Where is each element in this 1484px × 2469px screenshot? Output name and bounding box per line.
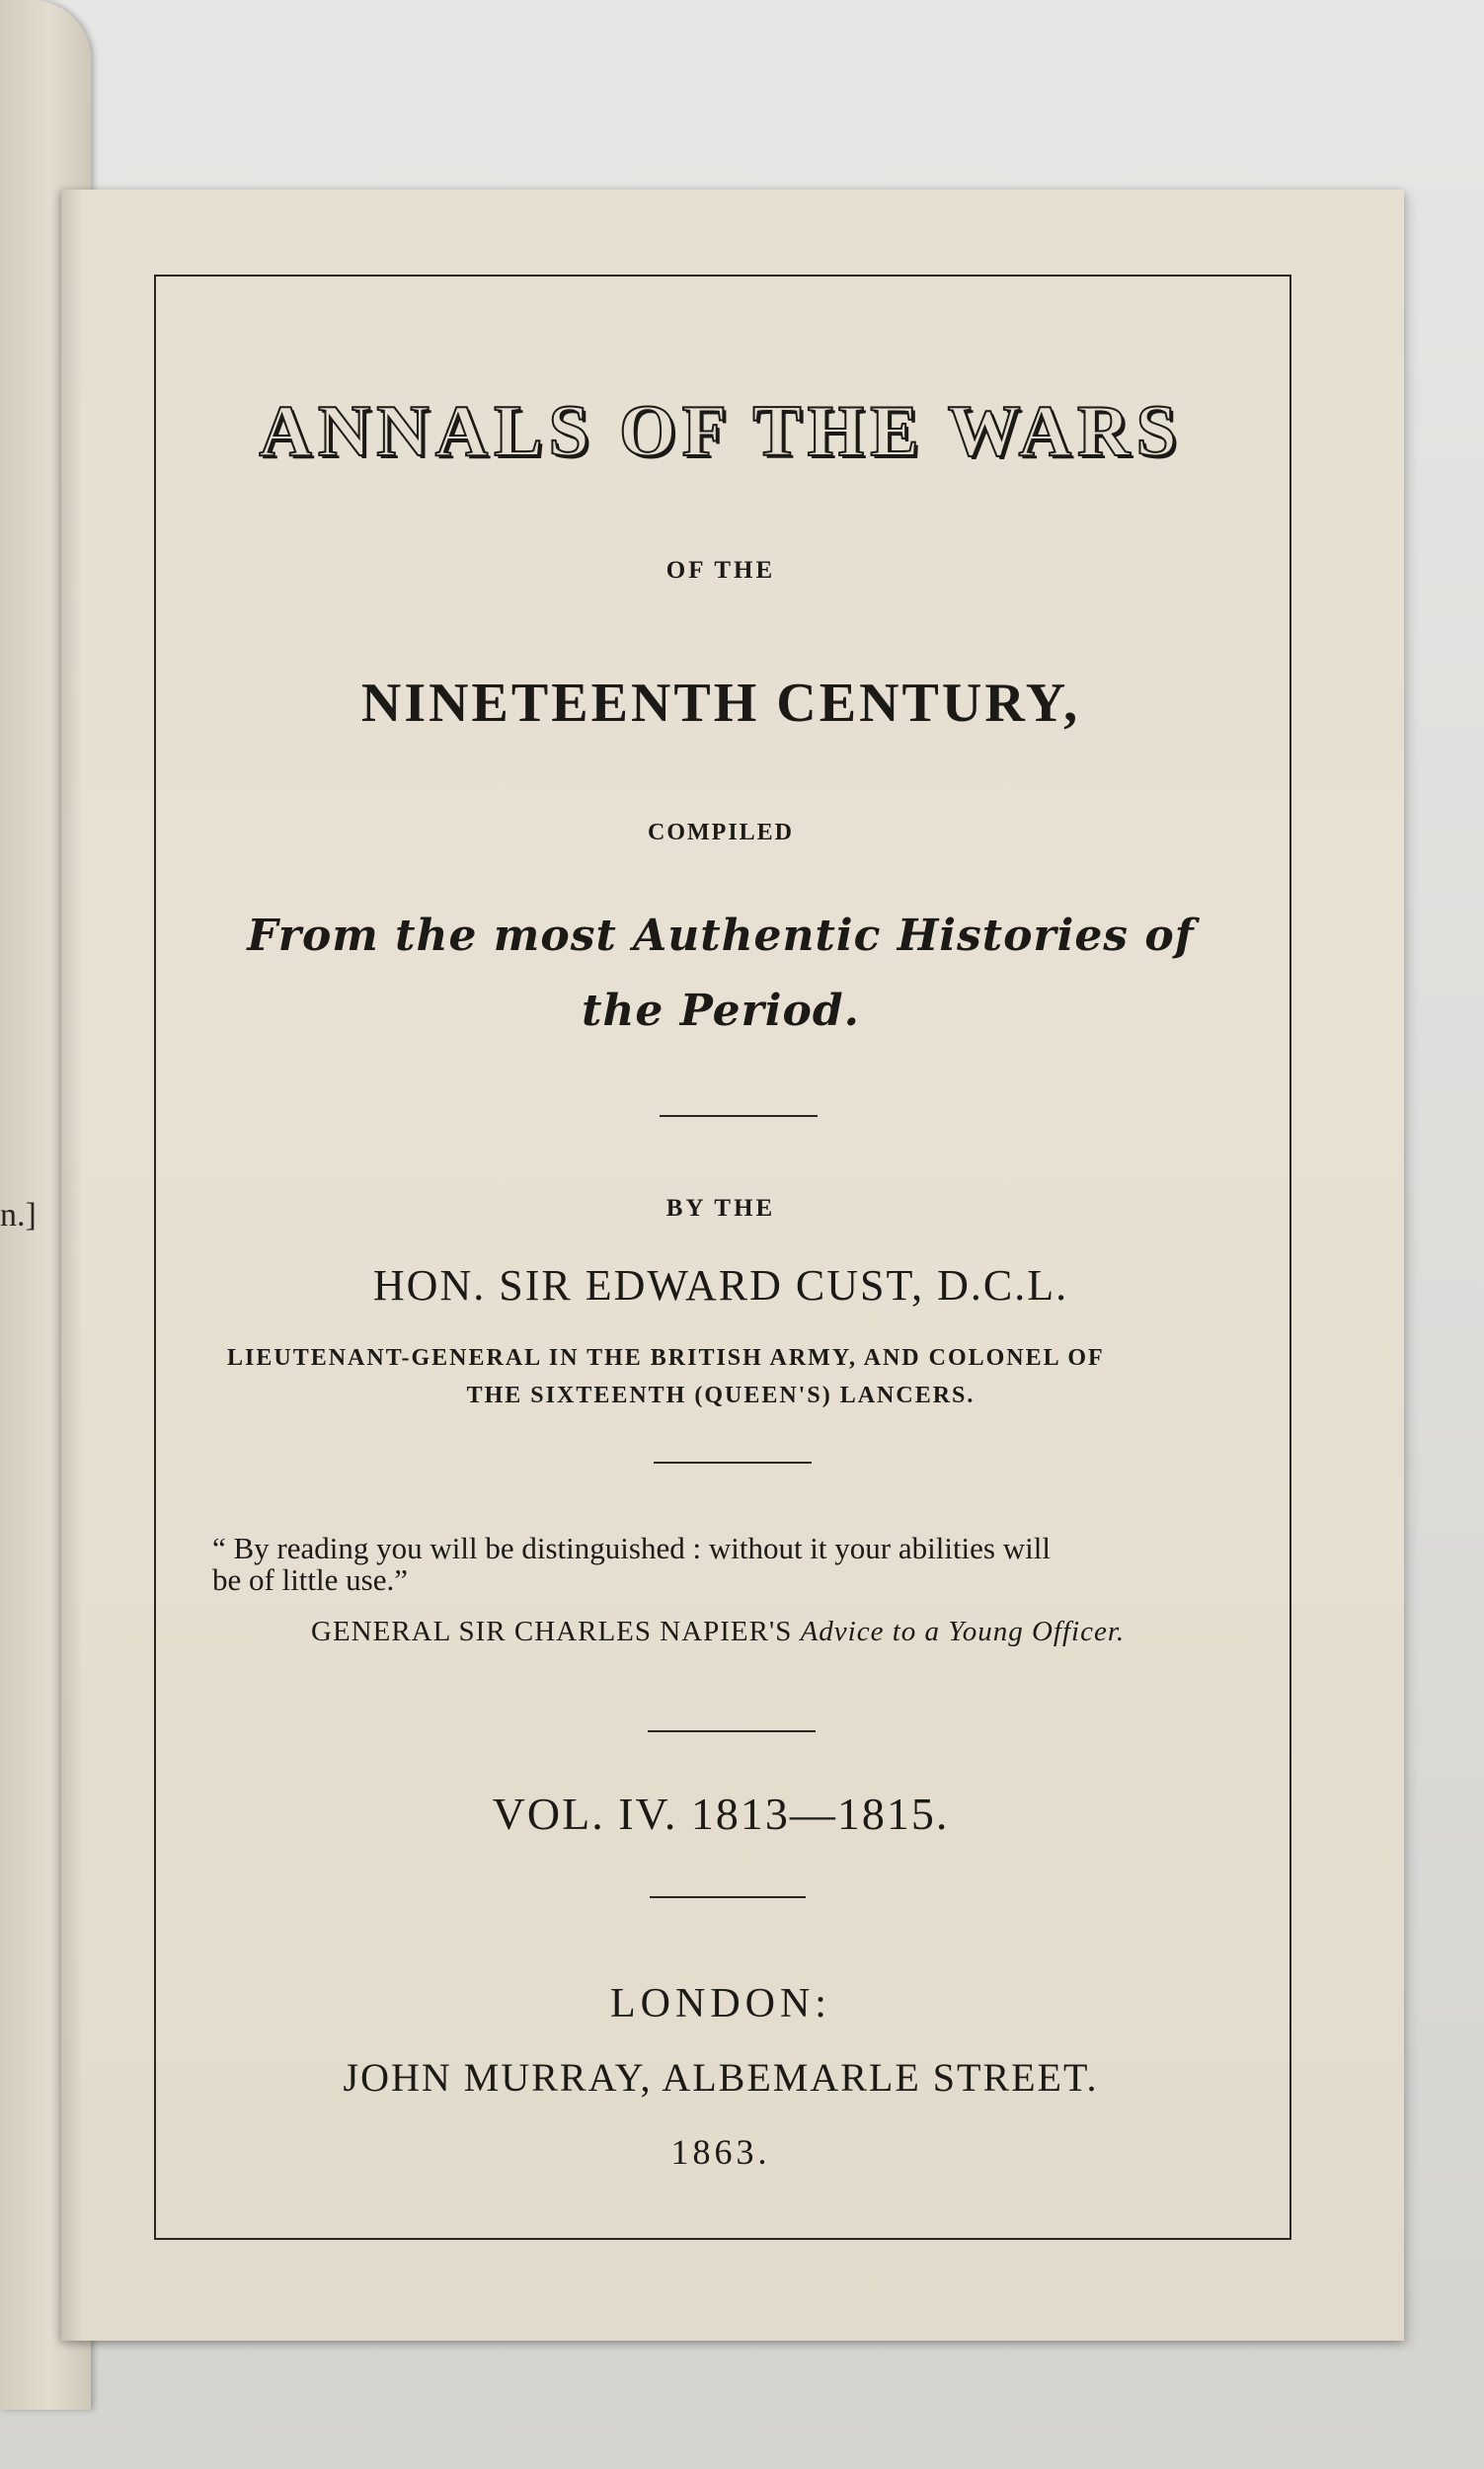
divider-rule-4 — [650, 1896, 806, 1898]
epigraph-line-2: be of little use.” — [212, 1562, 408, 1597]
divider-rule-2 — [654, 1462, 812, 1464]
source-line-1: From the most Authentic Histories of — [247, 911, 1195, 961]
author-rank-line-1: LIEUTENANT-GENERAL IN THE BRITISH ARMY, AND COLONEL OF — [227, 1345, 1105, 1371]
publisher-name: JOHN MURRAY, ALBEMARLE STREET. — [343, 2055, 1099, 2100]
epigraph-source: Advice to a Young Officer. — [800, 1616, 1126, 1647]
epigraph-author: GENERAL SIR CHARLES NAPIER'S — [311, 1616, 793, 1647]
author-rank-line-2: THE SIXTEENTH (QUEEN'S) LANCERS. — [466, 1383, 976, 1408]
epigraph-attribution — [311, 1616, 1259, 1648]
title-page — [61, 190, 1404, 2341]
publication-city: LONDON: — [610, 1981, 831, 2027]
divider-rule-1 — [660, 1115, 818, 1117]
title-century: NINETEENTH CENTURY, — [360, 673, 1081, 734]
book-title: ANNALS OF THE WARS — [259, 391, 1183, 472]
title-connector: OF THE — [665, 557, 776, 584]
author-name: HON. SIR EDWARD CUST, D.C.L. — [372, 1261, 1069, 1310]
divider-rule-3 — [648, 1730, 816, 1732]
epigraph-line-1: “ By reading you will be distinguished : without it your abilities will — [212, 1531, 1051, 1565]
by-line-label: BY THE — [665, 1195, 776, 1222]
compiled-label: COMPILED — [648, 820, 794, 845]
facing-page-edge-text: n.] — [0, 1197, 37, 1234]
source-line-2: the Period. — [582, 986, 860, 1036]
publication-year: 1863. — [670, 2132, 771, 2172]
volume-info: VOL. IV. 1813—1815. — [492, 1789, 950, 1839]
gutter-shadow — [61, 190, 83, 2341]
